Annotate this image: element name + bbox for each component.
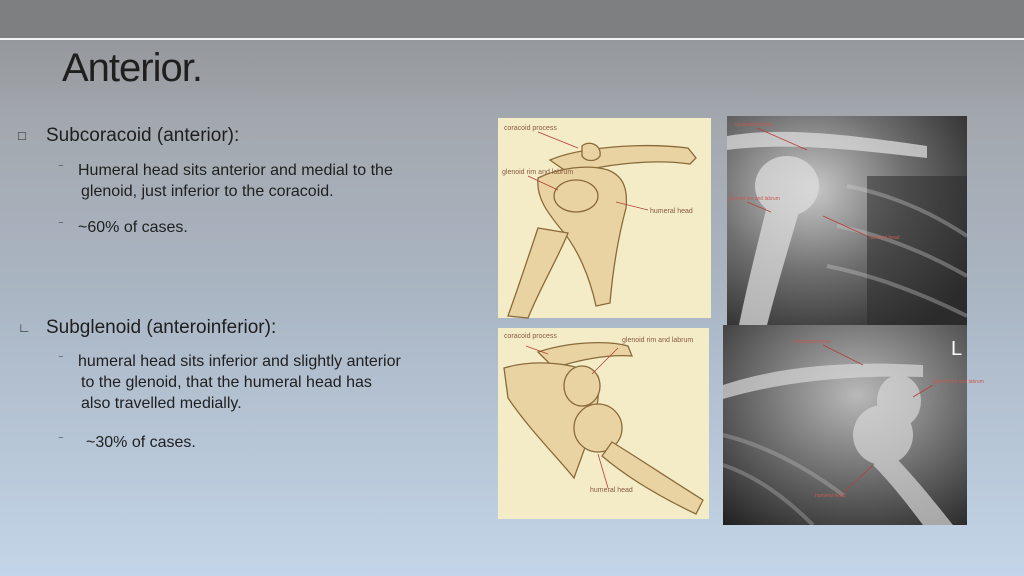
section-subglenoid [18,317,277,339]
xray-label: glenoid rim and labrum [933,379,984,385]
sub-bullet-marker: ⁻ [58,434,64,446]
sub-bullet-text: glenoid, just inferior to the coracoid. [81,183,334,200]
sub-bullet [58,217,498,238]
sub-bullet [58,432,506,453]
bullet-marker: ∟ [18,320,31,335]
sub-bullet-text: ~30% of cases. [86,434,196,451]
sub-bullet-marker: ⁻ [58,353,64,365]
sub-bullet-marker: ⁻ [58,219,64,231]
xray-label: glenoid rim and labrum [729,196,780,202]
drawing-label: coracoid process [504,125,557,132]
drawing-subcoracoid [498,118,711,318]
sub-bullet-text: Humeral head sits anterior and medial to the [78,162,393,179]
bullet-marker: □ [18,128,26,143]
sub-bullet-text: to the glenoid, that the humeral head has [81,374,372,391]
xray-label: coracoid process [793,339,831,345]
drawing-label: coracoid process [504,333,557,340]
sub-bullet-text: ~60% of cases. [78,219,188,236]
xray-subglenoid [723,325,984,525]
sub-bullet-marker: ⁻ [58,162,64,174]
xray-label: humeral head [869,235,900,241]
drawing-label: humeral head [590,487,633,494]
top-divider [0,38,1024,40]
xray-subcoracoid [727,116,967,325]
drawing-label: glenoid rim and labrum [502,169,574,176]
sub-bullet-text: humeral head sits inferior and slightly anterior [78,353,401,370]
sub-bullet [58,160,498,202]
slide-title: Anterior. [62,46,202,90]
side-marker: L [951,338,963,360]
xray-label: humeral head [815,493,846,499]
section-heading: Subcoracoid (anterior): [46,125,240,146]
section-heading: Subglenoid (anteroinferior): [46,317,277,338]
top-bar [0,0,1024,38]
drawing-label: glenoid rim and labrum [622,337,694,344]
section-subcoracoid [18,125,240,147]
drawing-subglenoid [498,328,709,519]
sub-bullet [58,351,498,414]
sub-bullet-text: also travelled medially. [81,395,242,412]
drawing-label: humeral head [650,208,693,215]
xray-label: coracoid process [735,122,773,128]
